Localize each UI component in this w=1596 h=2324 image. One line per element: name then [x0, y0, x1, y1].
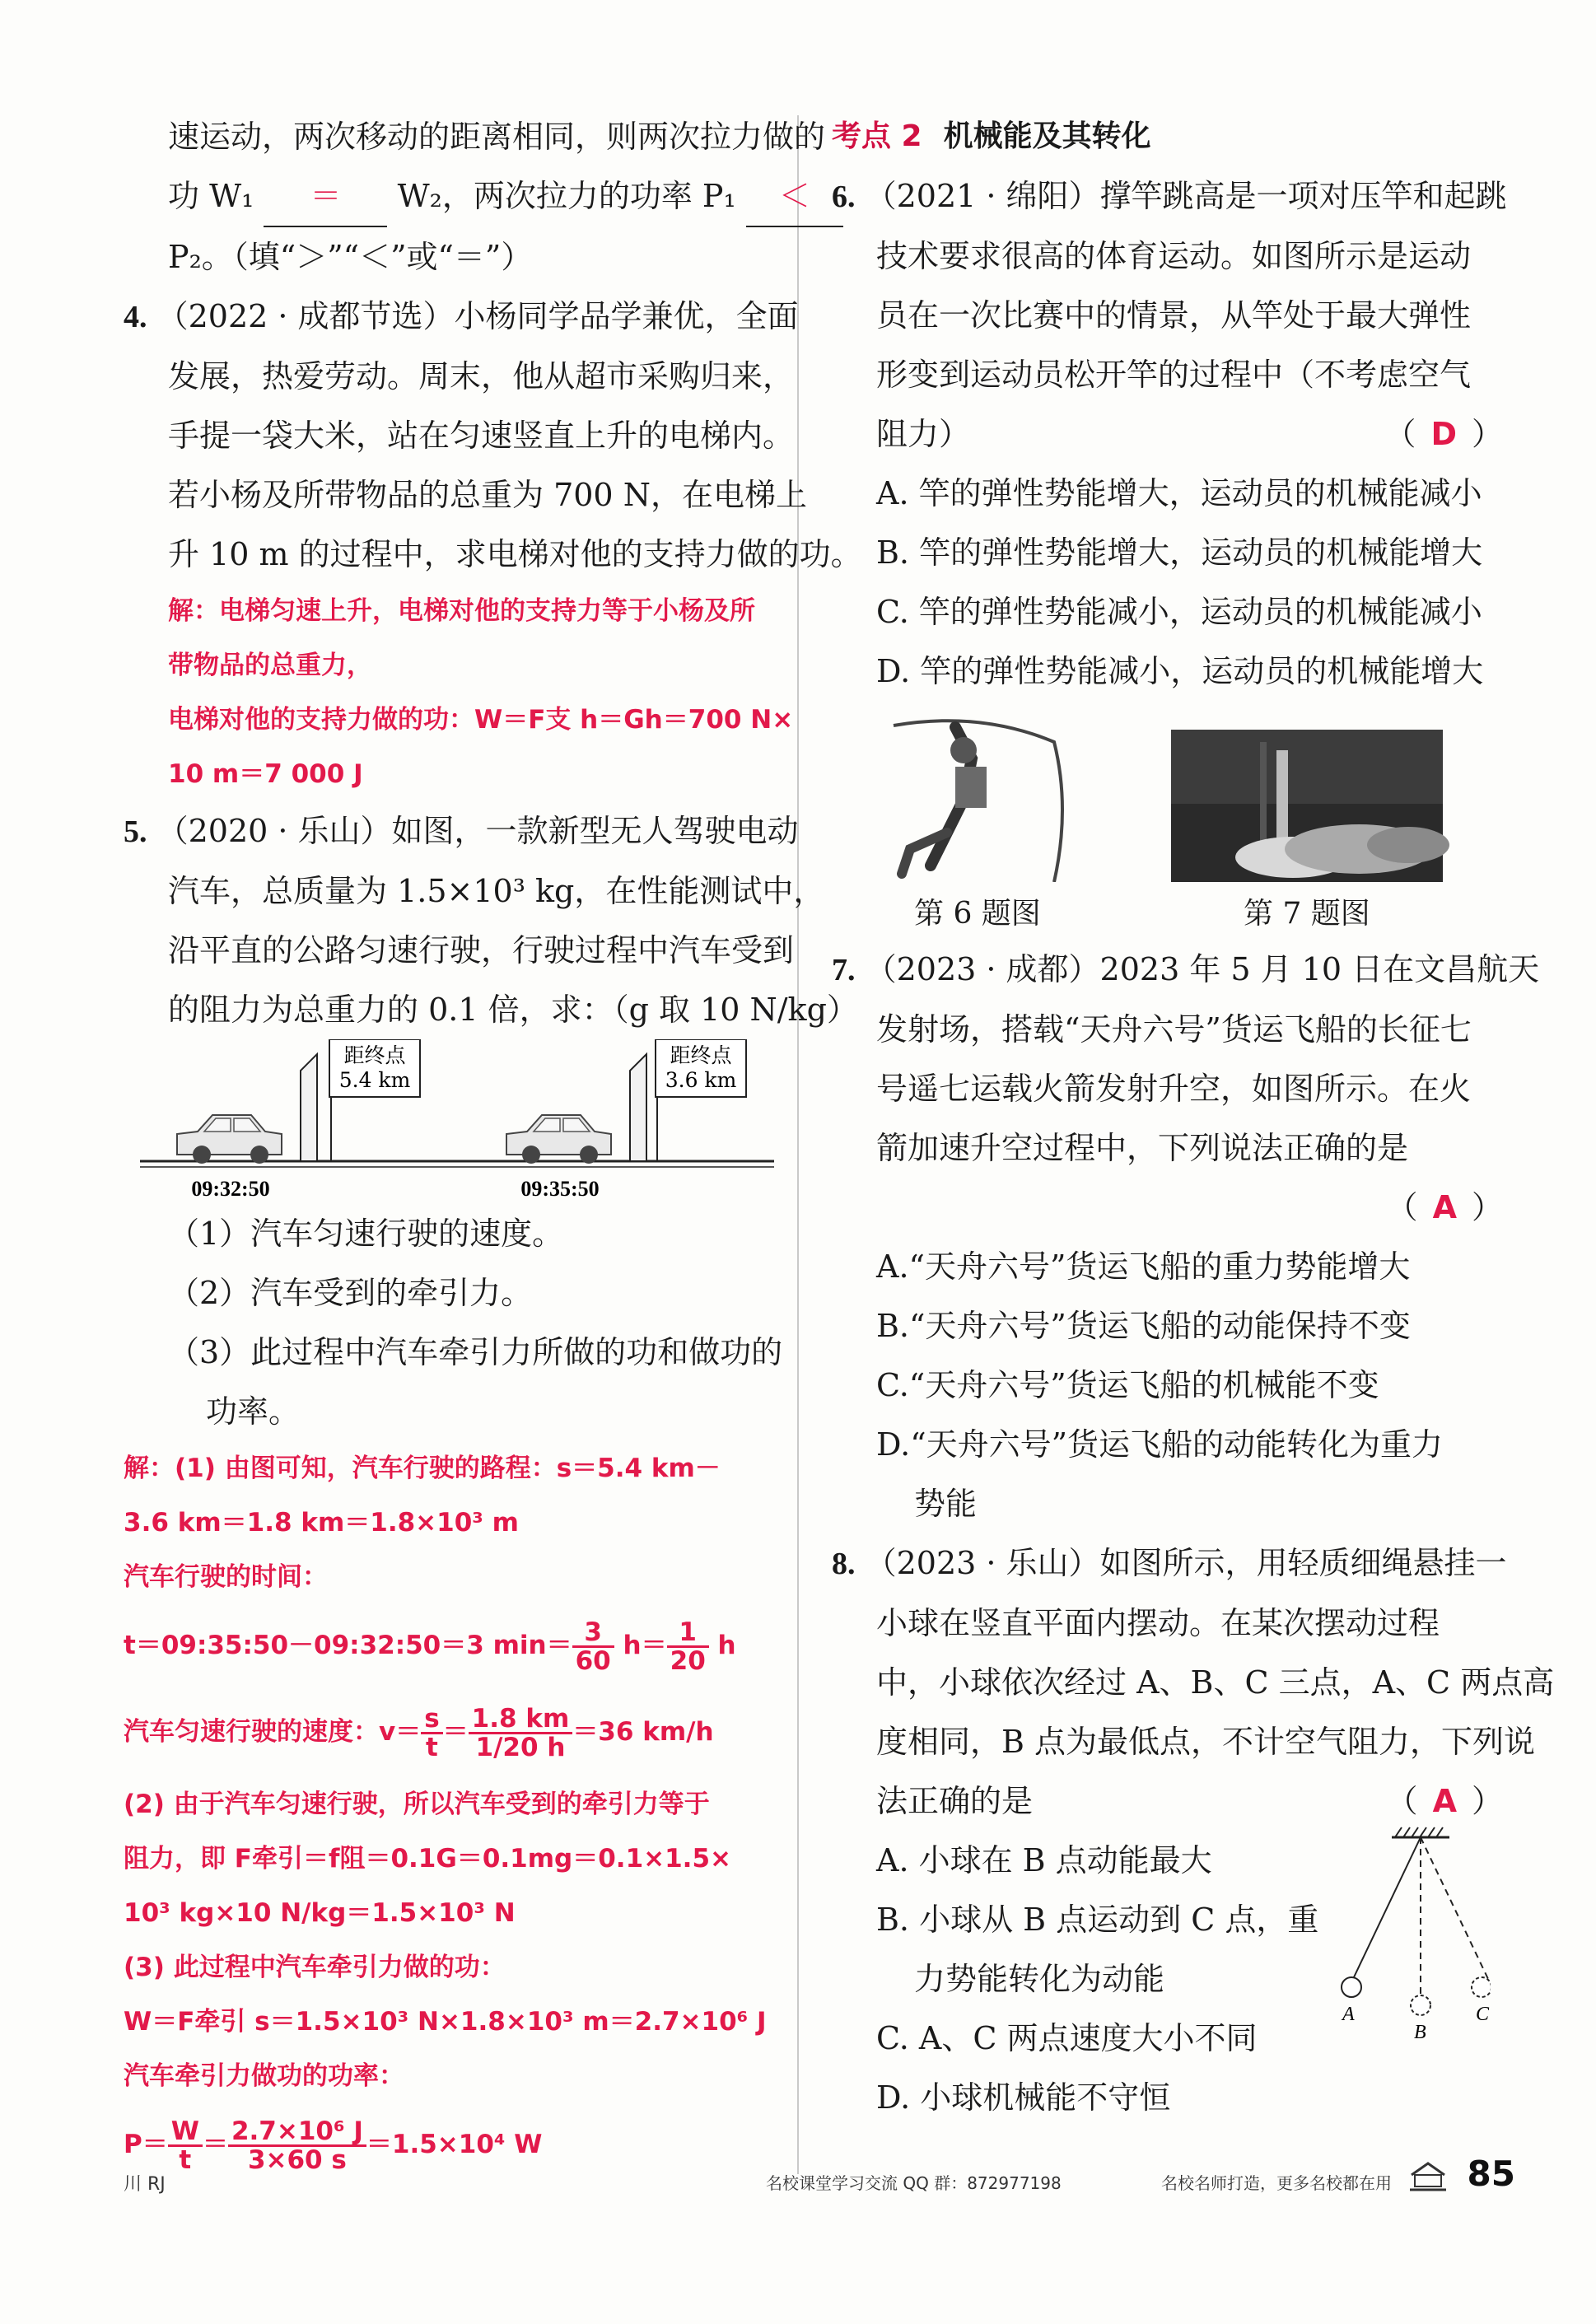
q8-option: C. A、C 两点速度大小不同 [876, 2020, 1258, 2056]
q7-line: 箭加速升空过程中，下列说法正确的是 [876, 1130, 1409, 1166]
speed-expr: 汽车匀速行驶的速度：v＝ [124, 1717, 422, 1747]
q5-number: 5. [124, 814, 147, 849]
q5-sub: （1）汽车匀速行驶的速度。 [168, 1216, 564, 1252]
q6-q7-figures [832, 701, 1503, 940]
numerator: W [168, 2118, 203, 2147]
q8-answer: A [1432, 1783, 1457, 1819]
q8-text: （2023 · 乐山）如图所示，用轻质细绳悬挂一 [865, 1545, 1507, 1581]
q6-text: 阻力） [876, 416, 971, 452]
q5-line [124, 801, 799, 861]
q8-answer-paren: （ A ） [1386, 1783, 1503, 1819]
pole-vaulter-photo [894, 721, 1062, 882]
q6-option: C. 竿的弹性势能减小，运动员的机械能减小 [876, 594, 1482, 630]
q5-road-diagram [140, 1039, 774, 1204]
q3-line: 速运动，两次移动的距离相同，则两次拉力做的 [168, 119, 826, 155]
denominator: t [179, 2145, 192, 2175]
q5-answer-line: W＝F牵引 s＝1.5×10³ N×1.8×10³ m＝2.7×10⁶ J [124, 2007, 767, 2037]
q5-line: 汽车，总质量为 1.5×10³ kg，在性能测试中， [168, 873, 825, 909]
q5-answer-line: 解：(1) 由图可知，汽车行驶的路程：s＝5.4 km－ [124, 1454, 721, 1483]
footer-edition: 川 RJ [124, 2174, 166, 2195]
q7-line: 号遥七运载火箭发射升空，如图所示。在火 [876, 1071, 1472, 1107]
page-footer [124, 2154, 1515, 2203]
power-expr: P＝ [124, 2130, 168, 2159]
pendulum-diagram [1326, 1822, 1491, 2045]
numerator: 1.8 km [469, 1706, 573, 1734]
q7-line [832, 940, 1540, 1000]
q5-line: 的阻力为总重力的 0.1 倍，求：（g 取 10 N/kg） [168, 992, 858, 1028]
q4-number: 4. [124, 300, 147, 334]
q5-answer-line: 汽车行驶的时间： [124, 1562, 328, 1592]
q3-text-a: 功 W₁ [168, 178, 254, 214]
time-label-2: 09:35:50 [520, 1177, 600, 1201]
q7-option: C.“天舟六号”货运飞船的机械能不变 [876, 1367, 1379, 1403]
sign1-line1: 距终点 [343, 1043, 406, 1067]
q5-answer-line: 阻力，即 F牵引＝f阻＝0.1G＝0.1mg＝0.1×1.5× [124, 1844, 732, 1874]
column-divider [797, 115, 799, 2174]
q8-text: 法正确的是 [876, 1783, 1034, 1819]
q6-answer: D [1430, 416, 1457, 452]
q4-line: 发展，热爱劳动。周末，他从超市采购归来， [168, 358, 795, 394]
q5-answer-line: (3) 此过程中汽车牵引力做的功： [124, 1953, 506, 1982]
q6-line [832, 166, 1507, 226]
left-column [124, 107, 862, 2186]
q8-line [832, 1533, 1507, 1594]
q5-answer-time [124, 1604, 772, 1687]
q8-option: A. 小球在 B 点动能最大 [876, 1842, 1212, 1878]
time-label-1: 09:32:50 [191, 1177, 270, 1201]
fig6-caption: 第 6 题图 [914, 897, 1041, 931]
q5-answer-line: 10³ kg×10 N/kg＝1.5×10³ N [124, 1898, 516, 1928]
q7-answer-paren: （ A ） [1386, 1189, 1503, 1225]
denominator: 1/20 h [475, 1733, 566, 1762]
q8-option: D. 小球机械能不守恒 [876, 2079, 1171, 2116]
q7-option: D.“天舟六号”货运飞船的动能转化为重力 [876, 1426, 1444, 1463]
q6-line [832, 404, 1503, 464]
q5-figure [140, 1039, 772, 1204]
q3-line-blanks [124, 166, 810, 227]
label-a: A [1342, 2004, 1355, 2025]
q8-line: 度相同，B 点为最低点，不计空气阻力，下列说 [876, 1724, 1536, 1760]
q7-option: A.“天舟六号”货运飞船的重力势能增大 [876, 1248, 1411, 1285]
q7-line: 发射场，搭载“天舟六号”货运飞船的长征七 [876, 1011, 1472, 1048]
numerator: 3 [572, 1619, 614, 1648]
fraction [469, 1706, 573, 1761]
q8-option: 力势能转化为动能 [914, 1961, 1165, 1997]
q5-sub: 功率。 [206, 1393, 301, 1430]
q5-answer-line: 汽车牵引力做功的功率： [124, 2061, 404, 2091]
footer-slogan: 名校名师打造，更多名校都在用 [1161, 2173, 1392, 2193]
speed-expr: ＝36 km/h [572, 1717, 714, 1747]
q6-answer-paren: （ D ） [1384, 416, 1503, 452]
q5-sub: （2）汽车受到的牵引力。 [168, 1275, 533, 1311]
label-b: B [1414, 2022, 1426, 2043]
numerator: 2.7×10⁶ J [228, 2118, 366, 2147]
fraction [572, 1619, 614, 1674]
distance-sign [630, 1039, 746, 1161]
q7-option: 势能 [914, 1486, 978, 1522]
q6-line: 员在一次比赛中的情景，从竿处于最大弹性 [876, 297, 1472, 334]
distance-sign [301, 1039, 420, 1161]
footer-qq-group: 名校课堂学习交流 QQ 群：872977198 [766, 2173, 1062, 2193]
rocket-launch-photo [1171, 730, 1449, 882]
car-icon [506, 1115, 611, 1164]
q6-line: 形变到运动员松开竿的过程中（不考虑空气 [876, 357, 1472, 393]
car-icon [177, 1115, 282, 1164]
power-expr: ＝ [202, 2130, 228, 2159]
sign1-line2: 5.4 km [338, 1068, 411, 1092]
q7-answer: A [1432, 1189, 1457, 1225]
q7-text: （2023 · 成都）2023 年 5 月 10 日在文昌航天 [865, 951, 1540, 987]
q6-option: B. 竿的弹性势能增大，运动员的机械能增大 [876, 534, 1483, 571]
power-expr: ＝1.5×10⁴ W [366, 2130, 543, 2159]
page-number: 85 [1467, 2154, 1515, 2194]
q4-line: 升 10 m 的过程中，求电梯对他的支持力做的功。 [168, 536, 862, 572]
q3-blank-work: ＝ [264, 166, 387, 227]
q8-number: 8. [832, 1547, 856, 1581]
speed-expr: ＝ [442, 1717, 469, 1747]
q5-answer-speed [124, 1687, 772, 1777]
denominator: 60 [575, 1646, 611, 1676]
q8-options-area [832, 1831, 1503, 2127]
topic-label: 考点 2 [832, 119, 922, 153]
q4-line: 若小杨及所带物品的总重为 700 N，在电梯上 [168, 477, 807, 513]
numerator: 1 [667, 1619, 709, 1648]
q6-option: A. 竿的弹性势能增大，运动员的机械能减小 [876, 475, 1482, 511]
label-c: C [1476, 2004, 1490, 2025]
fig7-caption: 第 7 题图 [1244, 897, 1370, 931]
q7-answer-row [832, 1178, 1503, 1237]
q4-line: 手提一袋大米，站在匀速竖直上升的电梯内。 [168, 418, 795, 454]
q6-line: 技术要求很高的体育运动。如图所示是运动 [876, 238, 1472, 274]
denominator: t [426, 1733, 438, 1762]
denominator: 20 [670, 1646, 706, 1676]
fraction [667, 1619, 709, 1674]
fraction [421, 1706, 442, 1761]
q3-text-b: W₂，两次拉力的功率 P₁ [397, 178, 736, 214]
q7-option: B.“天舟六号”货运飞船的动能保持不变 [876, 1308, 1411, 1344]
right-column [832, 107, 1555, 2127]
q4-text: （2022 · 成都节选）小杨同学品学兼优，全面 [156, 298, 799, 334]
ball-b [1411, 1995, 1430, 2015]
q4-line [124, 287, 799, 347]
topic-title: 机械能及其转化 [943, 119, 1151, 153]
sign2-line1: 距终点 [670, 1043, 732, 1067]
q5-answer-line: (2) 由于汽车匀速行驶，所以汽车受到的牵引力等于 [124, 1790, 710, 1819]
q8-option: B. 小球从 B 点运动到 C 点，重 [876, 1902, 1319, 1938]
time-expr: h＝ [614, 1631, 667, 1660]
denominator: 3×60 s [247, 2145, 347, 2175]
q5-sub: （3）此过程中汽车牵引力所做的功和做功的 [168, 1334, 783, 1370]
topic-heading [832, 107, 1503, 166]
q4-answer-line: 电梯对他的支持力做的功：W＝F支 h＝Gh＝700 N× [168, 705, 794, 735]
q5-line: 沿平直的公路匀速行驶，行驶过程中汽车受到 [168, 932, 795, 968]
numerator: s [421, 1706, 442, 1734]
q6-option: D. 竿的弹性势能减小，运动员的机械能增大 [876, 653, 1484, 689]
time-expr: h [708, 1631, 736, 1660]
ball-a [1342, 1977, 1361, 1997]
q8-line: 小球在竖直平面内摆动。在某次摆动过程 [876, 1605, 1440, 1641]
sign2-line2: 3.6 km [665, 1068, 737, 1092]
q4-answer-line: 10 m＝7 000 J [168, 759, 363, 789]
q3-blank-power: ＜ [746, 166, 843, 227]
q3-line: P₂。（填“＞”“＜”或“＝”） [168, 239, 533, 275]
publisher-logo-icon [1405, 2158, 1451, 2195]
q6-number: 6. [832, 180, 856, 214]
q5-answer-line: 3.6 km＝1.8 km＝1.8×10³ m [124, 1508, 519, 1538]
time-expr: t＝09:35:50－09:32:50＝3 min＝ [124, 1631, 572, 1660]
q5-text: （2020 · 乐山）如图，一款新型无人驾驶电动 [156, 813, 799, 849]
q7-number: 7. [832, 953, 856, 987]
ball-c [1472, 1977, 1491, 1997]
figures-svg [832, 709, 1503, 882]
q4-answer-line: 带物品的总重力， [168, 651, 372, 680]
q6-text: （2021 · 绵阳）撑竿跳高是一项对压竿和起跳 [865, 178, 1507, 214]
q4-answer-line: 解：电梯匀速上升，电梯对他的支持力等于小杨及所 [168, 596, 755, 626]
q8-line: 中，小球依次经过 A、B、C 三点，A、C 两点高 [876, 1664, 1555, 1701]
